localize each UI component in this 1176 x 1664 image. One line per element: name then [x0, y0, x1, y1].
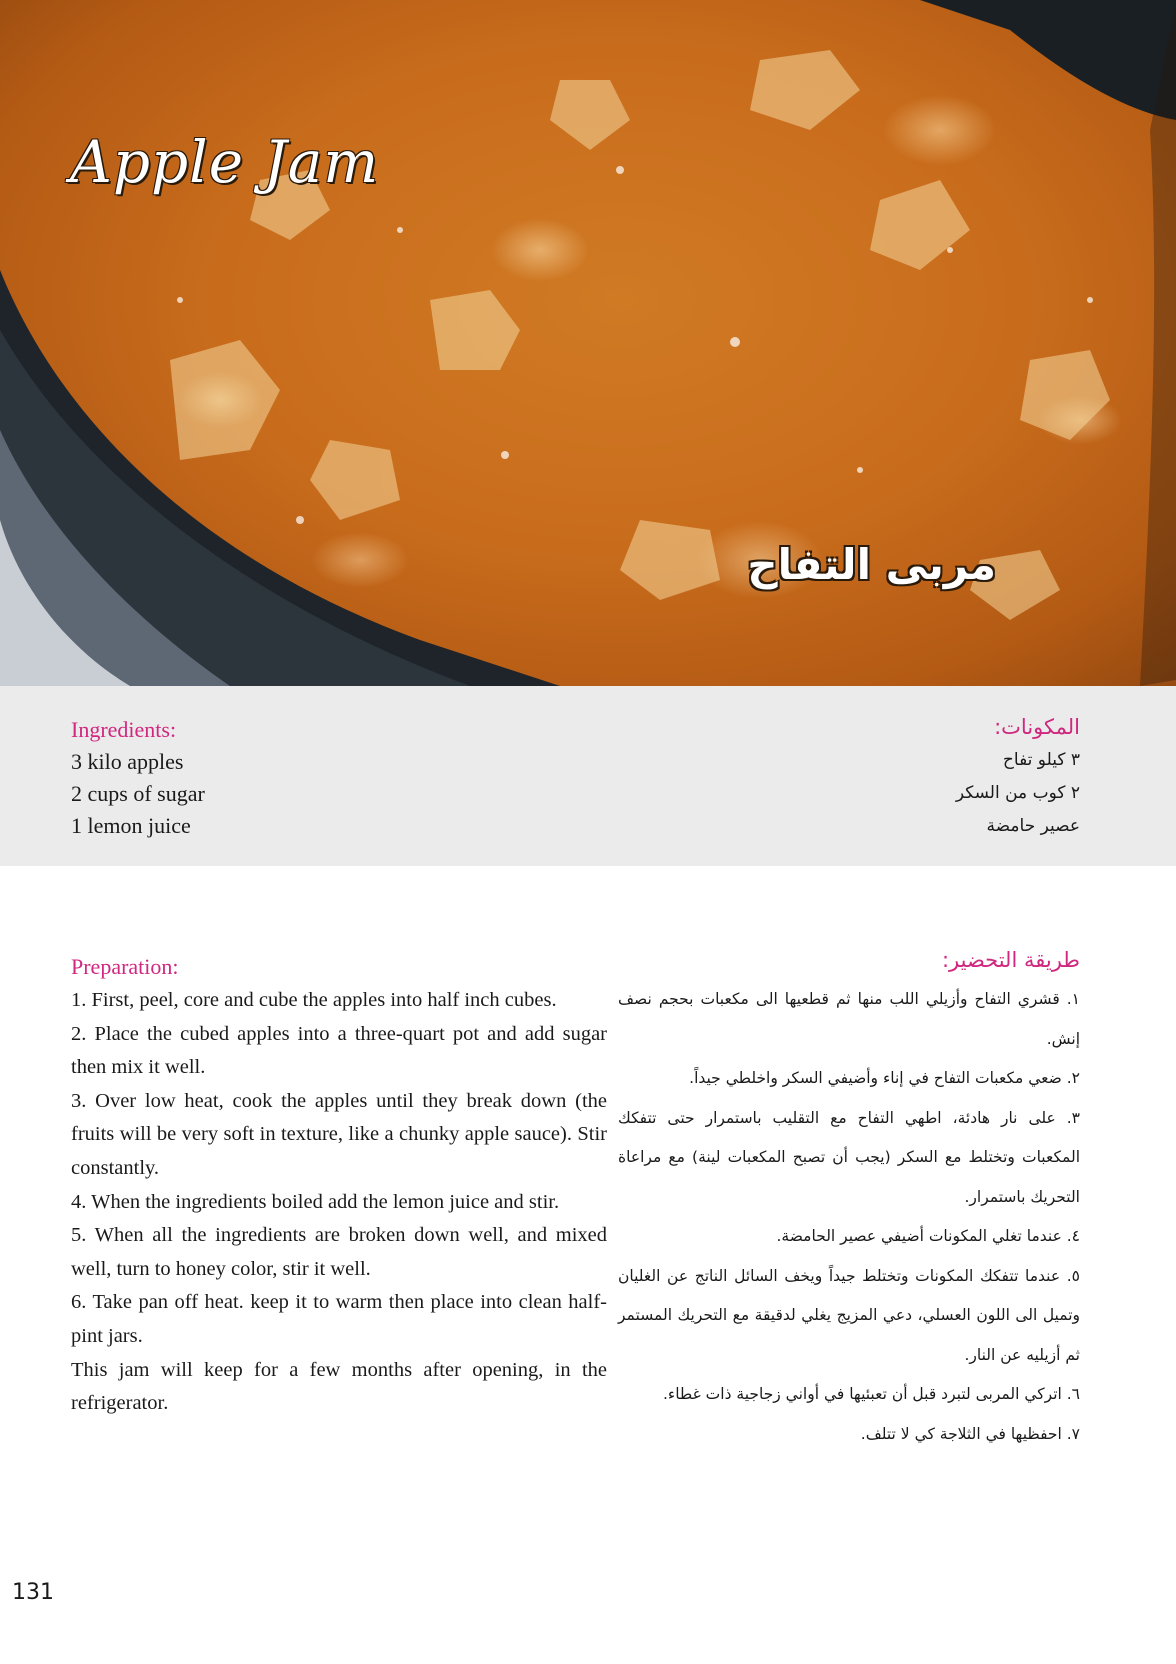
ingredient-item: عصير حامضة [986, 816, 1080, 836]
preparation-step: ٧. احفظيها في الثلاجة كي لا تتلف. [860, 1424, 1080, 1443]
preparation-step: ٦. اتركي المربى لتبرد قبل أن تعبئيها في أواني زجاجية ذات غطاء. [662, 1385, 1080, 1403]
ingredients-heading-ar: المكونات: [994, 715, 1080, 739]
ingredients-en [71, 714, 205, 842]
preparation-step: ٣. على نار هادئة، اطهي التفاح مع التقليب باستمرار حتى تتفكك المكعبات وتختلط مع السكر (يجب أن تصبح المكعبات لينة) مع مراعاة التحريك باستمرار. [618, 1108, 1080, 1206]
preparation-step: ٥. عندما تتفكك المكونات وتختلط جيداً ويخف السائل الناتج عن الغليان وتميل الى اللون العسلي، دعي المزيج يغلي لدقيقة مع التحريك المستمر ثم أزيليه عن النار. [618, 1266, 1080, 1364]
title-ar: مربى التفاح [747, 540, 996, 589]
preparation-step: 5. When all the ingredients are broken down well, and mixed well, turn to honey color, stir it well. [71, 1224, 607, 1280]
pan-illustration [0, 0, 1176, 686]
preparation-step: 6. Take pan off heat. keep it to warm then place into clean half-pint jars. [71, 1291, 607, 1347]
preparation-step: 3. Over low heat, cook the apples until they break down (the fruits will be very soft in texture, like a chunky apple sauce). Stir constantly. [71, 1089, 607, 1179]
preparation-heading-ar: طريقة التحضير: [941, 948, 1080, 972]
preparation-step: 4. When the ingredients boiled add the lemon juice and stir. [71, 1190, 560, 1213]
ingredients-section [0, 686, 1176, 866]
preparation-en [71, 950, 607, 1421]
preparation-step: ٤. عندما تغلي المكونات أضيفي عصير الحامضة. [776, 1227, 1080, 1245]
preparation-step: 1. First, peel, core and cube the apples into half inch cubes. [71, 989, 557, 1011]
ingredients-ar [956, 710, 1080, 843]
ingredient-item: 1 lemon juice [71, 813, 191, 838]
ingredient-item: 3 kilo apples [71, 749, 184, 774]
page-number: 131 [12, 1580, 54, 1605]
preparation-step: ١. قشري التفاح وأزيلي اللب منها ثم قطعيها الى مكعبات بحجم نصف إنش. [618, 990, 1080, 1048]
preparation-ar [618, 940, 1080, 1454]
preparation-step: ٢. ضعي مكعبات التفاح في إناء وأضيفي السكر واخلطي جيداً. [689, 1069, 1080, 1087]
storage-note: This jam will keep for a few months after opening, in the refrigerator. [71, 1358, 607, 1415]
ingredients-heading-en: Ingredients: [71, 717, 177, 742]
title-en: Apple Jam [70, 128, 380, 196]
hero-photo [0, 0, 1176, 686]
ingredient-item: ٣ كيلو تفاح [1002, 750, 1080, 770]
preparation-heading-en: Preparation: [71, 954, 179, 979]
ingredient-item: ٢ كوب من السكر [955, 783, 1080, 803]
preparation-step: 2. Place the cubed apples into a three-quart pot and add sugar then mix it well. [71, 1022, 607, 1079]
ingredient-item: 2 cups of sugar [71, 781, 205, 806]
